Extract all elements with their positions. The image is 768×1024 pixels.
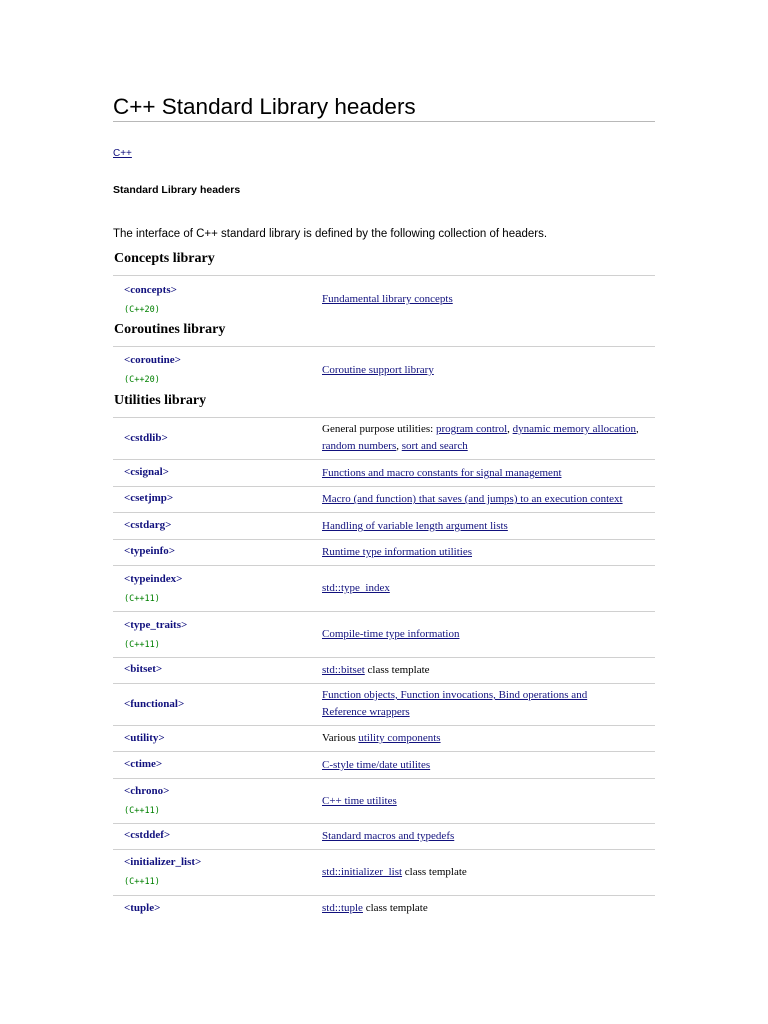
link-cpp-time-utilities[interactable]: C++ time utilites: [322, 795, 397, 807]
table-row-chrono: [113, 778, 655, 823]
table-row-tuple: [113, 895, 655, 921]
description-csignal: [322, 465, 652, 482]
link-program-control[interactable]: program control: [435, 423, 508, 435]
initializer-list-suffix-text: class template: [402, 866, 467, 878]
link-fundamental-library-concepts[interactable]: Fundamental library concepts: [322, 293, 453, 305]
intro-paragraph: The interface of C++ standard library is defined by the following collection of headers.: [113, 228, 548, 240]
description-tuple: [322, 900, 652, 917]
table-row-coroutine: [113, 346, 655, 392]
link-standard-macros-typedefs[interactable]: Standard macros and typedefs: [322, 830, 455, 842]
table-row-cstdarg: [113, 512, 655, 539]
header-name-concepts[interactable]: <concepts>: [124, 284, 177, 296]
link-coroutine-support-library[interactable]: Coroutine support library: [322, 364, 434, 376]
table-row-typeinfo: [113, 539, 655, 565]
table-row-functional: [113, 683, 655, 725]
page-title: C++ Standard Library headers: [113, 93, 655, 122]
table-row-cstdlib: [113, 417, 655, 459]
utility-prefix-text: Various: [322, 732, 359, 744]
header-name-cstdarg[interactable]: <cstdarg>: [124, 519, 172, 531]
tuple-suffix-text: class template: [362, 902, 428, 914]
link-signal-management[interactable]: Functions and macro constants for signal management: [322, 467, 562, 479]
description-typeinfo: [322, 544, 652, 561]
header-name-utility[interactable]: <utility>: [124, 732, 165, 744]
link-utility-components[interactable]: utility components: [358, 732, 441, 744]
breadcrumb-cpp-link[interactable]: C++: [113, 148, 132, 159]
table-row-cstddef: [113, 823, 655, 849]
description-functional: [322, 687, 622, 721]
link-execution-context[interactable]: Macro (and function) that saves (and jumps) to an execution context: [322, 493, 623, 505]
description-cstdlib: [322, 421, 652, 455]
version-badge-concepts: (C++20): [124, 305, 160, 315]
header-name-cstddef[interactable]: <cstddef>: [124, 829, 171, 841]
page-subtitle: Standard Library headers: [113, 184, 241, 196]
table-row-ctime: [113, 751, 655, 778]
version-badge-coroutine: (C++20): [124, 375, 160, 385]
description-utility: [322, 730, 652, 747]
description-bitset: [322, 662, 652, 679]
header-name-typeinfo[interactable]: <typeinfo>: [124, 545, 176, 557]
header-name-coroutine[interactable]: <coroutine>: [124, 354, 181, 366]
description-csetjmp: [322, 491, 652, 508]
description-concepts: [322, 291, 652, 308]
table-row-type-traits: [113, 611, 655, 657]
description-cstddef: [322, 828, 652, 845]
header-name-type-traits[interactable]: <type_traits>: [124, 619, 188, 631]
header-name-ctime[interactable]: <ctime>: [124, 758, 163, 770]
description-ctime: [322, 757, 652, 774]
header-name-functional[interactable]: <functional>: [124, 698, 185, 710]
link-std-initializer-list[interactable]: std::initializer_list: [322, 866, 403, 878]
table-row-bitset: [113, 657, 655, 683]
version-badge-type-traits: (C++11): [124, 640, 160, 650]
section-title-utilities: Utilities library: [114, 393, 207, 408]
version-badge-initializer-list: (C++11): [124, 877, 160, 887]
link-dynamic-memory-allocation[interactable]: dynamic memory allocation: [512, 423, 637, 435]
description-type-traits: [322, 626, 652, 643]
link-random-numbers[interactable]: random numbers: [322, 440, 397, 452]
link-c-style-time-date[interactable]: C-style time/date utilites: [322, 759, 431, 771]
section-title-concepts: Concepts library: [114, 251, 215, 266]
table-row-csignal: [113, 459, 655, 486]
table-row-csetjmp: [113, 486, 655, 512]
version-badge-chrono: (C++11): [124, 806, 160, 816]
cstdlib-sep-2: ,: [636, 423, 639, 435]
header-name-cstdlib[interactable]: <cstdlib>: [124, 432, 168, 444]
link-std-bitset[interactable]: std::bitset: [322, 664, 365, 676]
header-name-csetjmp[interactable]: <csetjmp>: [124, 492, 174, 504]
table-row-initializer-list: [113, 849, 655, 895]
header-name-tuple[interactable]: <tuple>: [124, 902, 161, 914]
description-cstdarg: [322, 518, 652, 535]
header-name-typeindex[interactable]: <typeindex>: [124, 573, 183, 585]
table-row-concepts: [113, 275, 655, 321]
header-name-chrono[interactable]: <chrono>: [124, 785, 170, 797]
cstdlib-sep-3: ,: [396, 440, 402, 452]
link-function-objects[interactable]: Function objects, Function invocations, Bind operations and Reference wrappers: [322, 689, 588, 718]
link-variable-length-arguments[interactable]: Handling of variable length argument lists: [322, 520, 508, 532]
cstdlib-prefix-text: General purpose utilities:: [322, 423, 436, 435]
link-std-tuple[interactable]: std::tuple: [322, 902, 363, 914]
description-initializer-list: [322, 864, 652, 881]
description-coroutine: [322, 362, 652, 379]
link-runtime-type-information[interactable]: Runtime type information utilities: [322, 546, 473, 558]
header-name-bitset[interactable]: <bitset>: [124, 663, 163, 675]
link-std-type-index[interactable]: std::type_index: [322, 582, 390, 594]
version-badge-typeindex: (C++11): [124, 594, 160, 604]
bitset-suffix-text: class template: [364, 664, 430, 676]
description-typeindex: [322, 580, 652, 597]
link-sort-and-search[interactable]: sort and search: [401, 440, 468, 452]
section-title-coroutines: Coroutines library: [114, 322, 226, 337]
cstdlib-sep-1: ,: [507, 423, 513, 435]
header-name-initializer-list[interactable]: <initializer_list>: [124, 856, 202, 868]
header-name-csignal[interactable]: <csignal>: [124, 466, 169, 478]
table-row-utility: [113, 725, 655, 751]
table-row-typeindex: [113, 565, 655, 611]
link-compile-time-type-information[interactable]: Compile-time type information: [322, 628, 460, 640]
description-chrono: [322, 793, 652, 810]
